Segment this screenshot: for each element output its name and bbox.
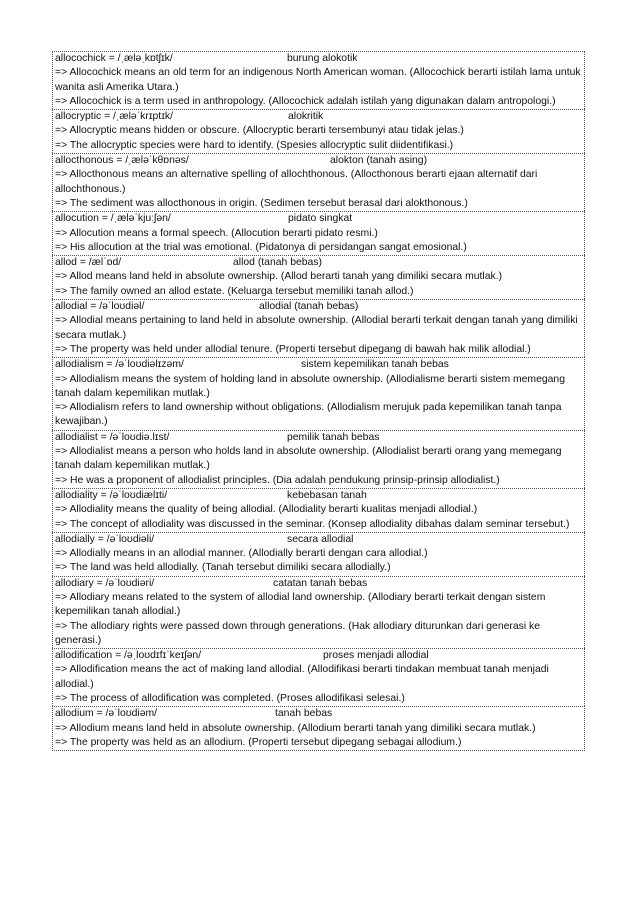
entry-allodially [52,532,585,576]
entry-allod [52,255,585,299]
entry-headword: allod = /ælˈɒd/ [55,257,122,269]
entry-headword: allodification = /əˌloʊdɪfɪˈkeɪʃən/ [55,650,202,662]
entry-translation: proses menjadi allodial [323,650,429,662]
entry-translation: secara allodial [287,533,354,545]
entry-translation: burung alokotik [287,53,358,64]
entry-example: => Allodialist means a person who holds land in absolute ownership. (Allodialist berarti orang yang memegang tanah dalam kepemilikan mutlak.) [55,446,562,472]
entry-headword: allodialist = /əˈloʊdiə.lɪst/ [55,431,170,443]
entry-example: => Allocution means a formal speech. (Allocution berarti pidato resmi.) [55,227,378,239]
entry-example: => The allodiary rights were passed down through generations. (Hak allodiary diturunkan dari generasi ke generasi.) [55,620,540,646]
dictionary-page [52,51,585,751]
entry-example: => The property was held under allodial tenure. (Properti tersebut dipegang di bawah hak milik allodial.) [55,343,531,355]
entry-translation: catatan tanah bebas [273,577,368,589]
entry-example: => Allodial means pertaining to land held in absolute ownership. (Allodial berarti terkait dengan tanah yang dimiliki secara mutlak.) [55,315,578,341]
entry-example: => Allodialism refers to land ownership without obligations. (Allodialism merujuk pada kepemilikan tanah tanpa kewajiban.) [55,402,562,428]
entry-translation: tanah bebas [275,708,333,720]
entry-example: => The property was held as an allodium. (Properti tersebut dipegang sebagai allodium.) [55,736,462,748]
entry-allodialist [52,430,585,488]
entry-allocthonous [52,153,585,211]
entry-allodial [52,299,585,357]
entry-example: => Allodiary means related to the system of allodial land ownership. (Allodiary berarti terkait dengan sistem kepemilikan tanah allodial.) [55,591,546,618]
entry-example: => The land was held allodially. (Tanah tersebut dimiliki secara allodially.) [55,562,391,574]
entry-headword: allocthonous = /ˌæləˈkθɒnəs/ [55,155,189,167]
entry-allodialism [52,357,585,429]
entry-example: => Allodially means in an allodial manner. (Allodially berarti dengan cara allodial.) [55,548,428,560]
entry-allocochick [52,51,585,109]
entry-headword: allodialism = /əˈloʊdiəlɪzəm/ [55,359,184,371]
entry-example: => The allocryptic species were hard to identify. (Spesies allocryptic sulit diidentifikasi.) [55,139,454,151]
entry-translation: pemilik tanah bebas [287,431,380,443]
entry-translation: allodial (tanah bebas) [259,301,359,313]
entry-headword: allodiary = /əˈloʊdiəri/ [55,577,155,589]
entry-allocution [52,211,585,255]
entry-translation: alokritik [288,111,324,123]
entry-allodium [52,706,585,751]
entry-headword: allodial = /əˈloʊdiəl/ [55,301,145,313]
entry-example: => Allodiality means the quality of being allodial. (Allodiality berarti kualitas menjadi allodial.) [55,504,478,516]
entry-translation: kebebasan tanah [287,489,367,501]
entry-example: => Allodium means land held in absolute ownership. (Allodium berarti tanah yang dimiliki secara mutlak.) [55,722,536,734]
entry-example: => He was a proponent of allodialist principles. (Dia adalah pendukung prinsip-prinsip allodialist.) [55,474,500,486]
entry-translation: allod (tanah bebas) [233,257,322,269]
entry-example: => Allocthonous means an alternative spelling of allochthonous. (Allocthonous berarti ejaan alternatif dari allochthonous.) [55,169,538,195]
entry-example: => Allodialism means the system of holding land in absolute ownership. (Allodialisme berarti sistem memegang tanah dalam kepemilikan mutlak.) [55,373,565,399]
entry-headword: allocochick = /ˌæləˌkɒtʃɪk/ [55,53,173,64]
entry-allodification [52,648,585,706]
entry-example: => Allod means land held in absolute ownership. (Allod berarti tanah yang dimiliki secara mutlak.) [55,271,503,283]
entry-headword: allodium = /əˈloʊdiəm/ [55,708,158,720]
entry-example: => The sediment was allocthonous in origin. (Sedimen tersebut berasal dari alokthonous.) [55,197,468,209]
entry-example: => Allocochick is a term used in anthropology. (Allocochick adalah istilah yang digunakan dalam antropologi.) [55,95,556,107]
entry-example: => The family owned an allod estate. (Keluarga tersebut memiliki tanah allod.) [55,285,414,297]
entry-allodiality [52,488,585,532]
entry-example: => Allocochick means an old term for an indigenous North American woman. (Allocochick berarti istilah lama untuk wanita asli Amerika Utara.) [55,67,581,93]
entry-example: => His allocution at the trial was emotional. (Pidatonya di persidangan sangat emosional.) [55,241,467,253]
entry-headword: allodiality = /əˈloʊdiælɪti/ [55,489,168,501]
entry-translation: sistem kepemilikan tanah bebas [301,359,449,371]
entry-example: => Allocryptic means hidden or obscure. (Allocryptic berarti tersembunyi atau tidak jelas.) [55,125,464,137]
entry-example: => The concept of allodiality was discussed in the seminar. (Konsep allodiality dibahas dalam seminar tersebut.) [55,518,570,530]
entry-example: => The process of allodification was completed. (Proses allodifikasi selesai.) [55,693,405,705]
entry-headword: allocution = /ˌæləˈkjuːʃən/ [55,213,171,225]
entry-allodiary [52,576,585,648]
entry-example: => Allodification means the act of making land allodial. (Allodifikasi berarti tindakan membuat tanah menjadi allodial.) [55,664,549,690]
entry-translation: alokton (tanah asing) [330,155,428,167]
entry-allocryptic [52,109,585,153]
entry-headword: allodially = /əˈloʊdiəli/ [55,533,155,545]
entry-translation: pidato singkat [288,213,353,225]
entry-headword: allocryptic = /ˌæləˈkrɪptɪk/ [55,111,173,123]
